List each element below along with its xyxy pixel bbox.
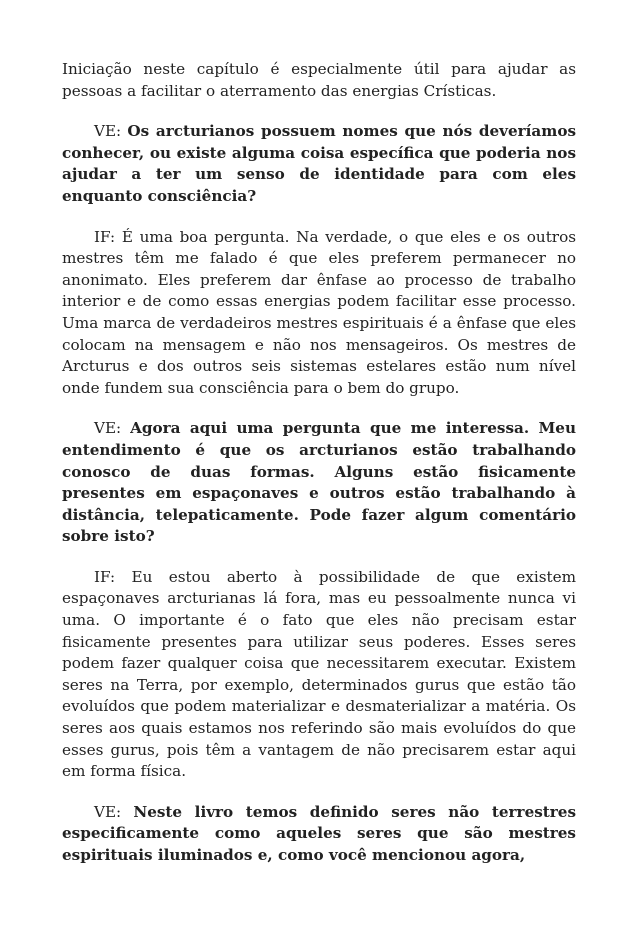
- paragraph-question-1: [62, 121, 576, 207]
- speaker-label: IF:: [94, 567, 116, 586]
- answer-text: É uma boa pergunta. Na verdade, o que eles e os outros mestres têm me falado é que eles preferem permanecer no anonimato. Eles preferem dar ênfase ao processo de trabalho interior e de como essas energias podem facilitar esse processo. Uma marca de verdadeiros mestres espirituais é a ênfase que eles colocam na mensagem e não nos mensageiros. Os mestres de Arcturus e dos outros seis sistemas estelares estão num nível onde fundem sua consciência para o bem do grupo.: [62, 227, 577, 397]
- question-text: Os arcturianos possuem nomes que nós deveríamos conhecer, ou existe alguma coisa específica que poderia nos ajudar a ter um senso de identidade para com eles enquanto consciência?: [62, 122, 577, 205]
- speaker-label: VE:: [94, 122, 122, 141]
- speaker-label: VE:: [94, 802, 122, 821]
- speaker-label: VE:: [94, 419, 122, 438]
- paragraph-intro: [62, 59, 576, 102]
- paragraph-text: Iniciação neste capítulo é especialmente útil para ajudar as pessoas a facilitar o aterramento das energias Crísticas.: [62, 60, 576, 100]
- speaker-label: IF:: [94, 227, 116, 246]
- question-text: Agora aqui uma pergunta que me interessa. Meu entendimento é que os arcturianos estão trabalhando conosco de duas formas. Alguns estão fisicamente presentes em espaçonaves e outros estão trabalhando à distância, telepaticamente. Pode fazer algum comentário sobre isto?: [62, 419, 576, 546]
- paragraph-question-3: [62, 802, 576, 867]
- paragraph-answer-2: [62, 567, 576, 783]
- book-page: [62, 59, 576, 886]
- question-text: Neste livro temos definido seres não terrestres especificamente como aqueles seres que são mestres espirituais iluminados e, como você mencionou agora,: [62, 802, 577, 864]
- answer-text: Eu estou aberto à possibilidade de que existem espaçonaves arcturianas lá fora, mas eu pessoalmente nunca vi uma. O importante é o fato que eles não precisam estar fisicamente presentes para utilizar seus poderes. Esses seres podem fazer qualquer coisa que necessitarem executar. Existem seres na Terra, por exemplo, determinados gurus que estão tão evoluídos que podem materializar e desmaterializar a matéria. Os seres aos quais estamos nos referindo são mais evoluídos do que esses gurus, pois têm a vantagem de não precisarem estar aqui em forma física.: [62, 567, 576, 781]
- paragraph-question-2: [62, 418, 576, 548]
- paragraph-answer-1: [62, 227, 576, 400]
